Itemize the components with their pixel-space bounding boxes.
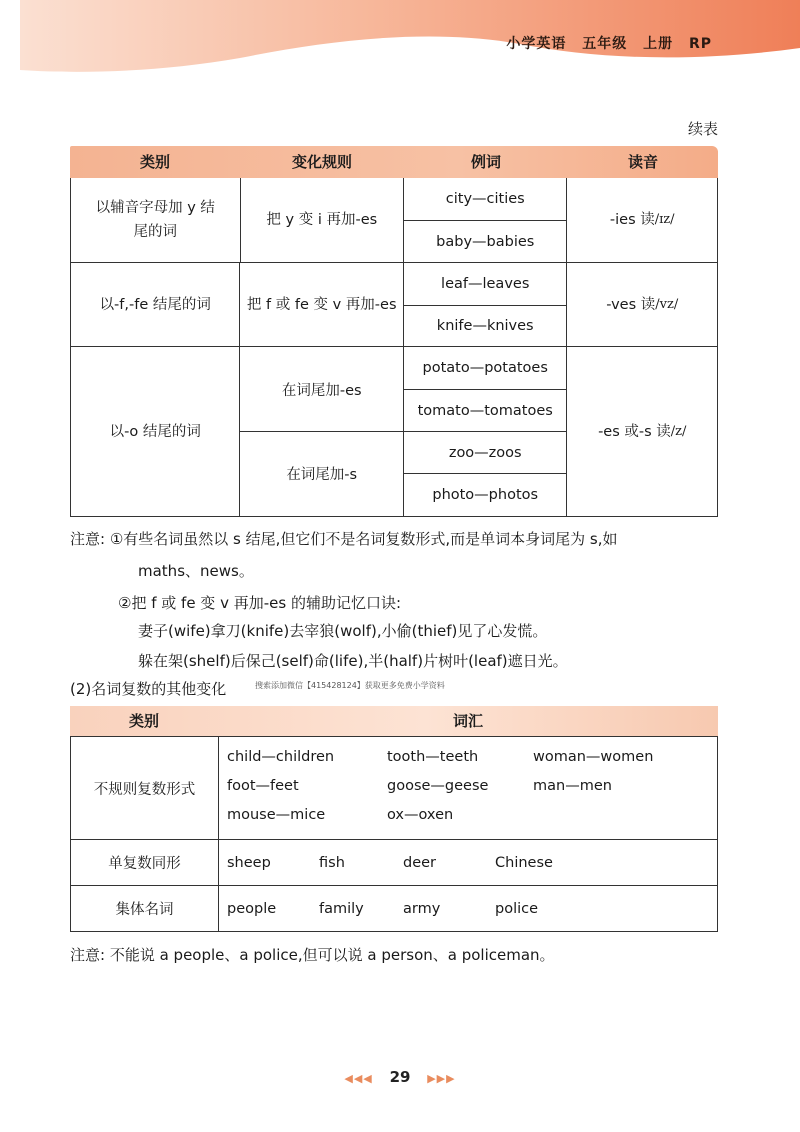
header-category: 类别 [139,153,170,171]
rule-cell: 把 f 或 fe 变 v 再加-es [240,263,404,346]
section-2-title: (2)名词复数的其他变化 [70,680,227,698]
pronunciation-cell: -es 或-s 读 /z/ [598,423,687,440]
page-footer [0,1068,800,1086]
category-cell: 集体名词 [71,886,219,931]
table-row [71,262,717,346]
category-cell: 单复数同形 [71,840,219,885]
word-item: goose—geese [387,778,489,794]
word-item: Chinese [495,854,553,871]
header-category: 类别 [128,712,159,730]
table-row [71,885,717,931]
pronunciation-cell: -ies 读 /ɪz/ [609,212,675,228]
note-1-line-1: 注意: ①有些名词虽然以 s 结尾,但它们不是名词复数形式,而是单词本身词尾为 s,如 [70,530,618,548]
rule-cell: 在词尾加-es [281,382,362,399]
example-cell: photo—photos [404,473,567,515]
other-plural-table [70,736,718,932]
left-arrows-icon: ◀◀◀ [344,1072,373,1085]
word-item: ox—oxen [387,807,454,823]
header-volume: 上册 [643,36,674,52]
note-2-line-3: 躲在架(shelf)后保己(self)命(life),半(half)片树叶(leaf)遮日光。 [138,652,568,670]
example-cell: tomato—tomatoes [404,389,567,431]
word-item: child—children [227,749,335,765]
note-2-line-2: 妻子(wife)拿刀(knife)去宰狼(wolf),小偷(thief)见了心发慌。 [138,622,548,640]
word-item: police [495,900,539,917]
plural-rules-table [70,146,718,517]
word-item: family [319,900,364,917]
example-cell: knife—knives [404,305,567,347]
example-cell: potato—potatoes [422,360,548,376]
word-item: man—men [533,778,612,794]
word-item: fish [319,854,345,871]
note-1-line-2: maths、news。 [138,562,254,580]
page-number: 29 [389,1068,411,1086]
rule-cell: 在词尾加-s [240,431,403,515]
word-item: tooth—teeth [387,749,479,765]
header-grade: 五年级 [582,36,628,52]
category-cell: 以-f,-fe 结尾的词 [71,263,240,346]
pronunciation-cell: -ves 读 /vz/ [606,296,679,313]
header-example: 例词 [470,153,501,171]
continued-table-label: 续表 [687,120,718,138]
example-cell: baby—babies [404,220,566,262]
word-item: army [403,900,441,917]
word-item: foot—feet [227,778,299,794]
header-pronunciation: 读音 [627,153,658,171]
header-subject: 小学英语 [506,36,567,52]
note-2-line-1: ②把 f 或 fe 变 v 再加-es 的辅助记忆口诀: [118,594,402,612]
table-row [71,346,717,516]
right-arrows-icon: ▶▶▶ [427,1072,456,1085]
word-item: woman—women [533,749,654,765]
category-cell: 不规则复数形式 [71,737,219,839]
table-2-header [70,706,718,736]
table-header [70,146,718,178]
word-item: sheep [227,854,271,871]
header-rule: 变化规则 [291,153,352,171]
example-cell: leaf—leaves [441,275,530,292]
example-cell: zoo—zoos [404,431,567,473]
word-item: deer [403,854,437,871]
table-row [71,737,717,839]
example-cell: city—cities [445,191,525,207]
word-item: mouse—mice [227,807,326,823]
header-vocabulary: 词汇 [452,712,483,730]
category-cell: 以辅音字母加 y 结尾的词 [71,178,241,262]
table-row [71,178,717,262]
table-row [71,839,717,885]
word-item: people [227,900,277,917]
watermark-text: 搜索添加微信【415428124】获取更多免费小学资料 [255,681,445,690]
final-note: 注意: 不能说 a people、a police,但可以说 a person、a policeman。 [70,946,555,964]
book-header [496,33,712,53]
rule-cell: 把 y 变 i 再加-es [241,178,404,262]
header-edition: RP [688,36,712,52]
category-cell: 以-o 结尾的词 [71,347,240,516]
